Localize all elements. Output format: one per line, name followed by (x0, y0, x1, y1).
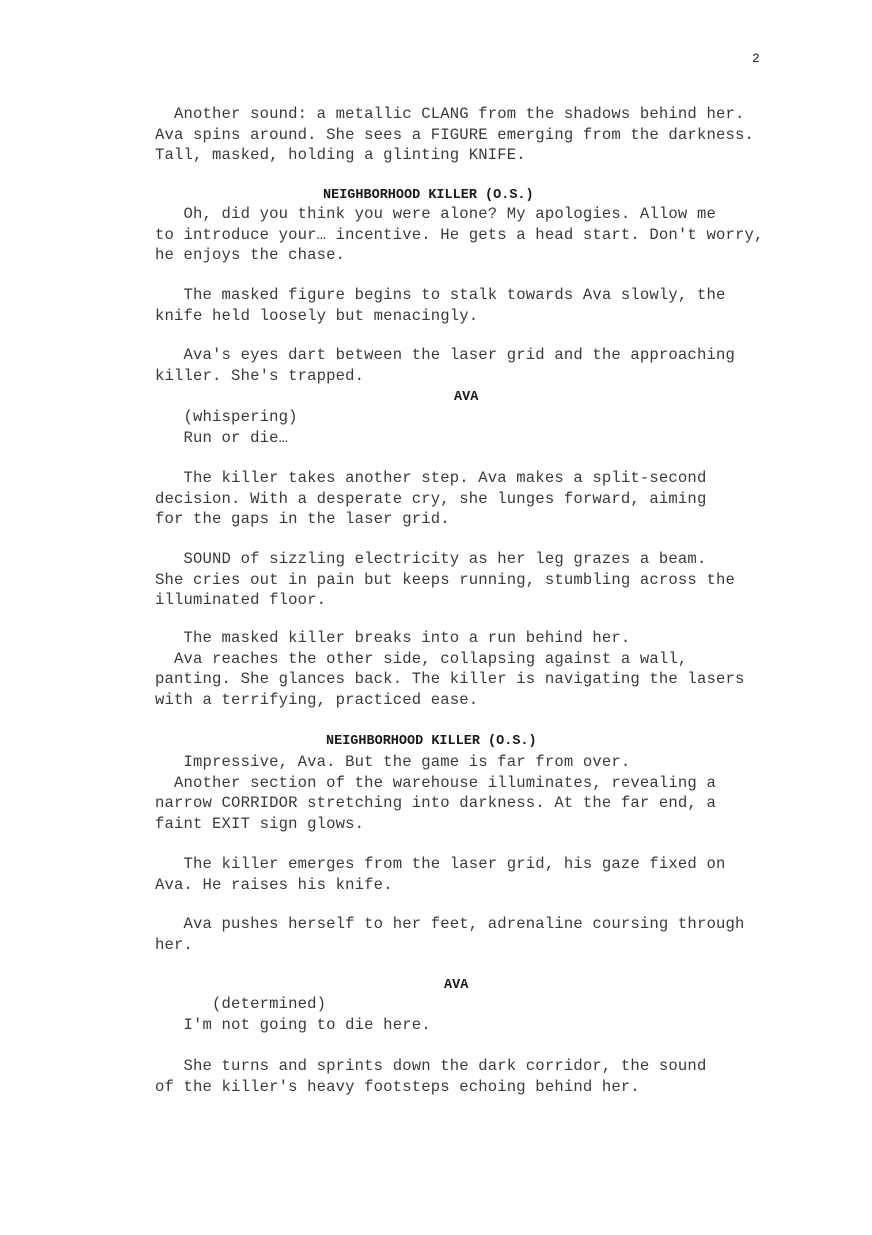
action-paragraph: She turns and sprints down the dark corridor, the sound of the killer's heavy footsteps echoing behind her. (155, 1057, 707, 1096)
action-paragraph: Ava's eyes dart between the laser grid and the approaching killer. She's trapped. (155, 346, 735, 385)
dialogue-paragraph: (whispering) Run or die… (183, 408, 298, 447)
action-paragraph: Ava pushes herself to her feet, adrenaline coursing through her. (155, 915, 745, 954)
character-cue: AVA (444, 978, 469, 993)
dialogue-paragraph: Impressive, Ava. But the game is far from over. Another section of the warehouse illuminates, revealing a narrow CORRIDOR stretching into darkness. At the far end, a faint EXIT sign glows. (155, 753, 716, 833)
action-paragraph: SOUND of sizzling electricity as her leg grazes a beam. She cries out in pain but keeps running, stumbling across the illuminated floor. (155, 550, 735, 609)
character-cue: AVA (454, 390, 479, 405)
action-paragraph: Another sound: a metallic CLANG from the shadows behind her. Ava spins around. She sees a FIGURE emerging from the darkness. Tall, masked, holding a glinting KNIFE. (155, 105, 754, 164)
character-cue: NEIGHBORHOOD KILLER (O.S.) (323, 188, 534, 203)
dialogue-paragraph: Oh, did you think you were alone? My apologies. Allow me to introduce your… incentive. He gets a head start. Don't worry, he enjoys the chase. (155, 205, 764, 264)
action-paragraph: The masked killer breaks into a run behind her. Ava reaches the other side, collapsing against a wall, panting. She glances back. The killer is navigating the lasers with a terrifying, practiced ease. (155, 629, 745, 709)
action-paragraph: The masked figure begins to stalk towards Ava slowly, the knife held loosely but menacingly. (155, 286, 726, 325)
page-number: 2 (752, 51, 760, 66)
character-cue: NEIGHBORHOOD KILLER (O.S.) (326, 734, 537, 749)
action-paragraph: The killer emerges from the laser grid, his gaze fixed on Ava. He raises his knife. (155, 855, 726, 894)
action-paragraph: The killer takes another step. Ava makes a split-second decision. With a desperate cry, she lunges forward, aiming for the gaps in the laser grid. (155, 469, 707, 528)
dialogue-paragraph: (determined) I'm not going to die here. (183, 995, 431, 1034)
